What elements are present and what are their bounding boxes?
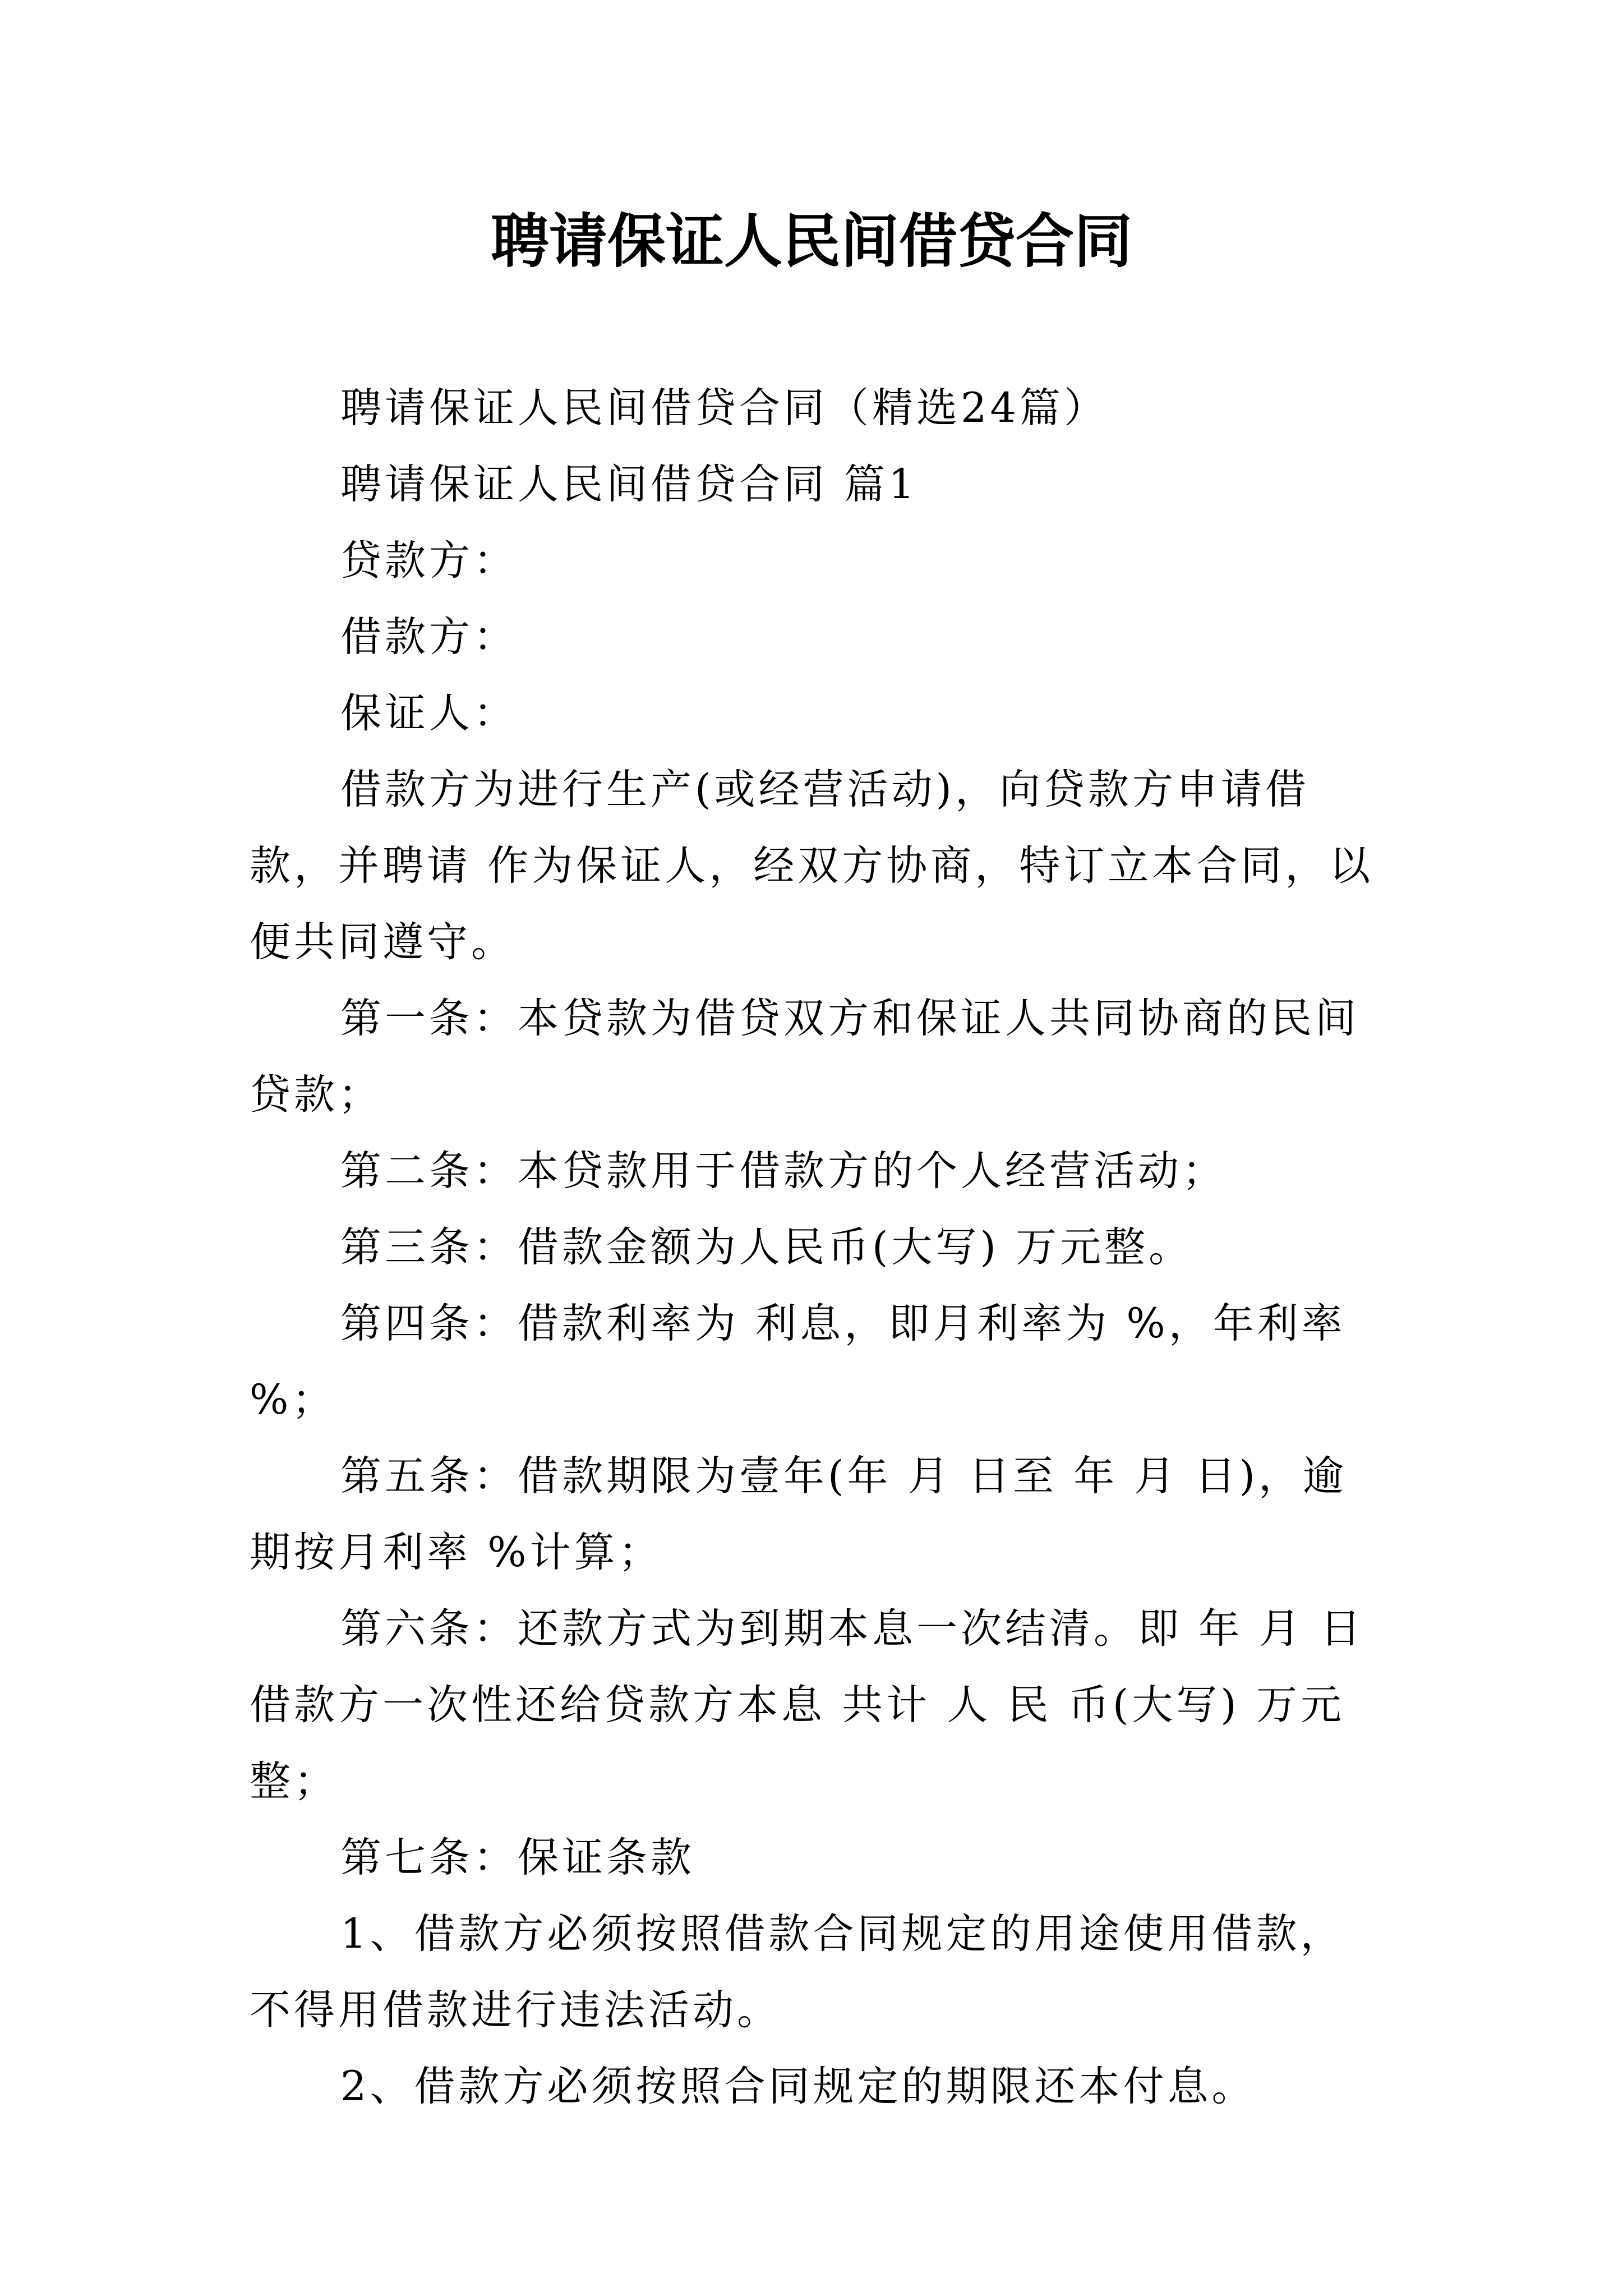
paragraph-article-5: 第五条：借款期限为壹年(年 月 日至 年 月 日)，逾期按月利率 %计算； <box>250 1452 1347 1576</box>
document-body <box>250 370 1382 2125</box>
paragraph-article-4: 第四条：借款利率为 利息，即月利率为 %，年利率 %； <box>250 1300 1362 1424</box>
paragraph-article-3: 第三条：借款金额为人民币(大写) 万元整。 <box>340 1223 1193 1271</box>
paragraph-article-7: 第七条：保证条款 <box>340 1834 695 1881</box>
paragraph-clause-2: 2、借款方必须按照合同规定的期限还本付息。 <box>340 2063 1256 2110</box>
paragraph-preamble: 借款方为进行生产(或经营活动)，向贷款方申请借款，并聘请 作为保证人，经双方协商，特订立本合同，以便共同遵守。 <box>250 766 1374 966</box>
paragraph-clause-1: 1、借款方必须按照借款合同规定的用途使用借款，不得用借款进行违法活动。 <box>250 1910 1345 2034</box>
paragraph-section-heading: 聘请保证人民间借贷合同 篇1 <box>340 461 918 508</box>
paragraph-lender: 贷款方： <box>340 537 518 585</box>
paragraph-article-1: 第一条：本贷款为借贷双方和保证人共同协商的民间贷款； <box>250 995 1359 1119</box>
paragraph-guarantor: 保证人： <box>340 689 518 737</box>
document-title: 聘请保证人民间借贷合同 <box>490 206 1132 275</box>
paragraph-article-6: 第六条：还款方式为到期本息一次结清。即 年 月 日借款方一次性还给贷款方本息 共计 人 民 币(大写) 万元整； <box>250 1605 1364 1805</box>
paragraph-borrower: 借款方： <box>340 613 518 661</box>
paragraph-subtitle: 聘请保证人民间借贷合同（精选24篇） <box>340 384 1108 432</box>
paragraph-article-2: 第二条：本贷款用于借款方的个人经营活动； <box>340 1147 1227 1195</box>
